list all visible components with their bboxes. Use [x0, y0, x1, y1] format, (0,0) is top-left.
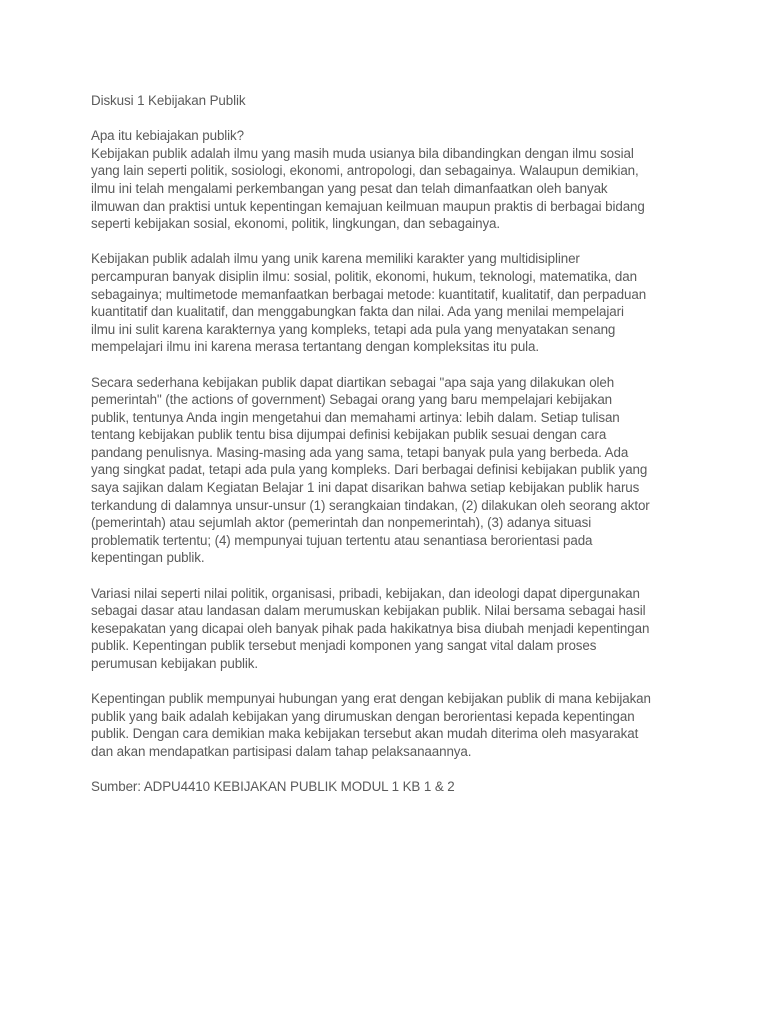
paragraph-4: [91, 585, 711, 673]
paragraph-line: ilmuwan dan praktisi untuk kepentingan kemajuan keilmuan maupun praktis di berbagai bidang: [91, 198, 645, 214]
paragraph-line: kuantitatif dan kualitatif, dan menggabungkan fakta dan nilai. Ada yang menilai mempelajari: [91, 304, 624, 320]
paragraph-line: ilmu ini telah mengalami perkembangan yang pesat dan telah dimanfaatkan oleh banyak: [91, 180, 608, 196]
paragraph-3: [91, 374, 711, 568]
paragraph-line: problematik tertentu; (4) mempunyai tujuan tertentu atau senantiasa berorientasi pada: [91, 532, 593, 548]
paragraph-line: Variasi nilai seperti nilai politik, organisasi, pribadi, kebijakan, dan ideologi dapat dipergunakan: [91, 585, 640, 601]
paragraph-line: mempelajari ilmu ini karena merasa tertantang dengan kompleksitas itu pula.: [91, 339, 540, 355]
paragraph-line: perumusan kebijakan publik.: [91, 656, 259, 671]
paragraph-line: Kebijakan publik adalah ilmu yang unik karena memiliki karakter yang multidisipliner: [91, 251, 580, 267]
paragraph-line: saya sajikan dalam Kegiatan Belajar 1 ini dapat disarikan bahwa setiap kebijakan publik harus: [91, 480, 640, 496]
paragraph-line: publik yang baik adalah kebijakan yang dirumuskan dengan berorientasi kepada kepentingan: [91, 708, 635, 724]
paragraph-line: publik, tentunya Anda ingin mengetahui dan memahami artinya: lebih dalam. Setiap tulisan: [91, 409, 620, 425]
paragraph-line: pandang penulisnya. Masing-masing ada yang sama, tetapi banyak pula yang berbeda. Ada: [91, 444, 629, 460]
paragraph-line: publik. Dengan cara demikian maka kebijakan tersebut akan mudah diterima oleh masyarakat: [91, 726, 639, 742]
paragraph-1: [91, 127, 711, 233]
paragraph-line: dan akan mendapatkan partisipasi dalam tahap pelaksanaannya.: [91, 743, 472, 759]
paragraph-line: Apa itu kebiajakan publik?: [91, 128, 244, 144]
paragraph-line: kesepakatan yang dicapai oleh banyak pihak pada hakikatnya bisa diubah menjadi kepentingan: [91, 620, 650, 636]
paragraph-line: Kepentingan publik mempunyai hubungan yang erat dengan kebijakan publik di mana kebijakan: [91, 691, 651, 707]
paragraph-line: tentang kebijakan publik tentu bisa dijumpai definisi kebijakan publik sesuai dengan cara: [91, 427, 607, 443]
paragraph-2: [91, 250, 711, 356]
paragraph-line: sebagainya; multimetode memanfaatkan berbagai metode: kuantitatif, kualitatif, dan perpaduan: [91, 286, 647, 302]
paragraph-line: kepentingan publik.: [91, 550, 205, 566]
paragraph-line: (pemerintah) atau sejumlah aktor (pemerintah dan nonpemerintah), (3) adanya situasi: [91, 515, 592, 531]
paragraph-line: Secara sederhana kebijakan publik dapat diartikan sebagai "apa saja yang dilakukan oleh: [91, 374, 615, 390]
paragraph-line: publik. Kepentingan publik tersebut menjadi komponen yang sangat vital dalam proses: [91, 638, 597, 654]
paragraph-line: sebagai dasar atau landasan dalam merumuskan kebijakan publik. Nilai bersama sebagai hasil: [91, 603, 646, 619]
source-citation: Sumber: ADPU4410 KEBIJAKAN PUBLIK MODUL 1 KB 1 & 2: [91, 779, 455, 795]
paragraph-line: yang lain seperti politik, sosiologi, ekonomi, antropologi, dan sebagainya. Walaupun demikian,: [91, 163, 639, 179]
document-page: [91, 92, 711, 796]
paragraph-line: percampuran banyak disiplin ilmu: sosial, politik, ekonomi, hukum, teknologi, matematika, dan: [91, 268, 637, 284]
paragraph-line: terkandung di dalamnya unsur-unsur (1) serangkaian tindakan, (2) dilakukan oleh seorang aktor: [91, 497, 650, 513]
paragraph-line: yang singkat padat, tetapi ada pula yang kompleks. Dari berbagai definisi kebijakan publik yang: [91, 462, 648, 478]
paragraph-line: seperti kebijakan sosial, ekonomi, politik, lingkungan, dan sebagainya.: [91, 216, 501, 232]
paragraph-5: [91, 690, 711, 760]
paragraph-line: ilmu ini sulit karena karakternya yang kompleks, tetapi ada pula yang menyatakan senang: [91, 321, 616, 337]
document-title: Diskusi 1 Kebijakan Publik: [91, 93, 246, 108]
paragraph-line: Kebijakan publik adalah ilmu yang masih muda usianya bila dibandingkan dengan ilmu sosial: [91, 145, 634, 161]
paragraph-line: pemerintah" (the actions of government) Sebagai orang yang baru mempelajari kebijakan: [91, 392, 613, 408]
